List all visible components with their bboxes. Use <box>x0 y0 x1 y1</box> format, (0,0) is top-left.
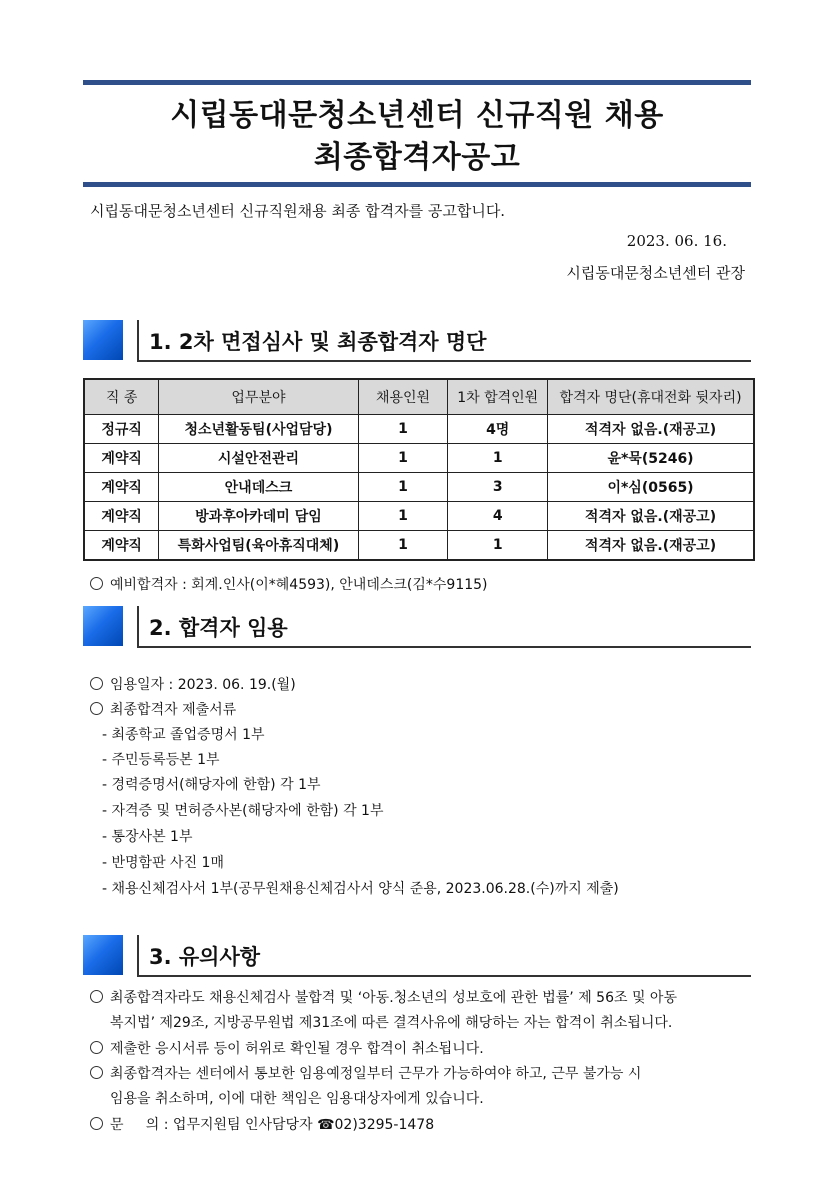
table-cell: 시설안전관리 <box>159 444 358 473</box>
table-row <box>84 444 754 473</box>
contact-line: 문 의 : 업무지원팀 인사담당자 ☎02)3295-1478 <box>90 1114 434 1134</box>
table-cell: 적격자 없음.(재공고) <box>548 531 754 561</box>
table-row <box>84 473 754 502</box>
table-cell: 1 <box>358 415 448 444</box>
bullet-circle-icon <box>90 990 103 1003</box>
table-cell: 적격자 없음.(재공고) <box>548 502 754 531</box>
table-cell: 계약직 <box>84 502 159 531</box>
section2-header <box>83 606 751 650</box>
table-row <box>84 531 754 561</box>
notice-item: 제출한 응시서류 등이 허위로 확인될 경우 합격이 취소됩니다. <box>90 1038 484 1058</box>
column-header: 직 종 <box>84 379 159 415</box>
section1-header <box>83 320 751 364</box>
notice-item: 최종합격자라도 채용신체검사 불합격 및 ‘아동.청소년의 성보호에 관한 법률’ 제 56조 및 아동 <box>90 987 677 1007</box>
bullet-circle-icon <box>90 1066 103 1079</box>
document-item: - 채용신체검사서 1부(공무원채용신체검사서 양식 준용, 2023.06.28.(수)까지 제출) <box>102 881 619 897</box>
document-item: - 주민등록등본 1부 <box>102 752 220 768</box>
table-cell: 1 <box>358 473 448 502</box>
section-marker-icon <box>83 320 123 360</box>
page-title-line2: 최종합격자공고 <box>313 140 521 175</box>
section-marker-icon <box>83 935 123 975</box>
table-cell: 정규직 <box>84 415 159 444</box>
column-header: 업무분야 <box>159 379 358 415</box>
bullet-circle-icon <box>90 702 103 715</box>
table-row <box>84 415 754 444</box>
table-row <box>84 502 754 531</box>
intro-text: 시립동대문청소년센터 신규직원채용 최종 합격자를 공고합니다. <box>90 202 506 220</box>
documents-heading: 최종합격자 제출서류 <box>90 699 236 719</box>
signature: 시립동대문청소년센터 관장 <box>566 264 745 282</box>
table-cell: 적격자 없음.(재공고) <box>548 415 754 444</box>
table-cell: 4명 <box>448 415 548 444</box>
table-cell: 1 <box>358 444 448 473</box>
section-marker-icon <box>83 606 123 646</box>
document-item: - 경력증명서(해당자에 한함) 각 1부 <box>102 777 321 793</box>
document-item: - 최종학교 졸업증명서 1부 <box>102 727 265 743</box>
contact-phone: 02)3295-1478 <box>334 1117 435 1133</box>
bullet-circle-icon <box>90 1117 103 1130</box>
table-cell: 계약직 <box>84 473 159 502</box>
table-cell: 4 <box>448 502 548 531</box>
table-cell: 1 <box>358 502 448 531</box>
notice-item: 최종합격자는 센터에서 통보한 임용예정일부터 근무가 가능하여야 하고, 근무 불가능 시 <box>90 1063 641 1083</box>
bullet-circle-icon <box>90 577 103 590</box>
bullet-circle-icon <box>90 1041 103 1054</box>
appointment-date: 임용일자 : 2023. 06. 19.(월) <box>90 674 296 694</box>
final-results-table <box>83 378 755 561</box>
document-item: - 통장사본 1부 <box>102 829 193 845</box>
table-cell: 안내데스크 <box>159 473 358 502</box>
table-cell: 특화사업팀(육아휴직대체) <box>159 531 358 561</box>
page-title-line1: 시립동대문청소년센터 신규직원 채용 <box>170 98 664 133</box>
section3-title: 3. 유의사항 <box>149 945 261 969</box>
announcement-date: 2023. 06. 16. <box>626 232 727 250</box>
table-header-row <box>84 379 754 415</box>
title-underline-rule <box>83 182 751 187</box>
bullet-circle-icon <box>90 677 103 690</box>
column-header: 합격자 명단(휴대전화 뒷자리) <box>548 379 754 415</box>
reserve-note: 예비합격자 : 회계.인사(이*혜4593), 안내데스크(김*수9115) <box>90 574 488 594</box>
section2-title: 2. 합격자 임용 <box>149 616 288 640</box>
document-item: - 반명함판 사진 1매 <box>102 855 224 871</box>
top-rule <box>83 80 751 85</box>
table-cell: 3 <box>448 473 548 502</box>
table-cell: 1 <box>448 531 548 561</box>
telephone-icon: ☎ <box>317 1117 335 1133</box>
table-cell: 계약직 <box>84 531 159 561</box>
section1-title: 1. 2차 면접심사 및 최종합격자 명단 <box>149 330 487 354</box>
table-cell: 계약직 <box>84 444 159 473</box>
table-cell: 윤*묵(5246) <box>548 444 754 473</box>
column-header: 채용인원 <box>358 379 448 415</box>
column-header: 1차 합격인원 <box>448 379 548 415</box>
table-cell: 이*심(0565) <box>548 473 754 502</box>
notice-item-continued: 임용을 취소하며, 이에 대한 책임은 임용대상자에게 있습니다. <box>110 1091 484 1107</box>
table-cell: 1 <box>358 531 448 561</box>
table-cell: 방과후아카데미 담임 <box>159 502 358 531</box>
table-cell: 1 <box>448 444 548 473</box>
notice-item-continued: 복지법’ 제29조, 지방공무원법 제31조에 따른 결격사유에 해당하는 자는 합격이 취소됩니다. <box>110 1015 673 1031</box>
document-item: - 자격증 및 면허증사본(해당자에 한함) 각 1부 <box>102 803 384 819</box>
table-cell: 청소년활동팀(사업담당) <box>159 415 358 444</box>
section3-header <box>83 935 751 979</box>
